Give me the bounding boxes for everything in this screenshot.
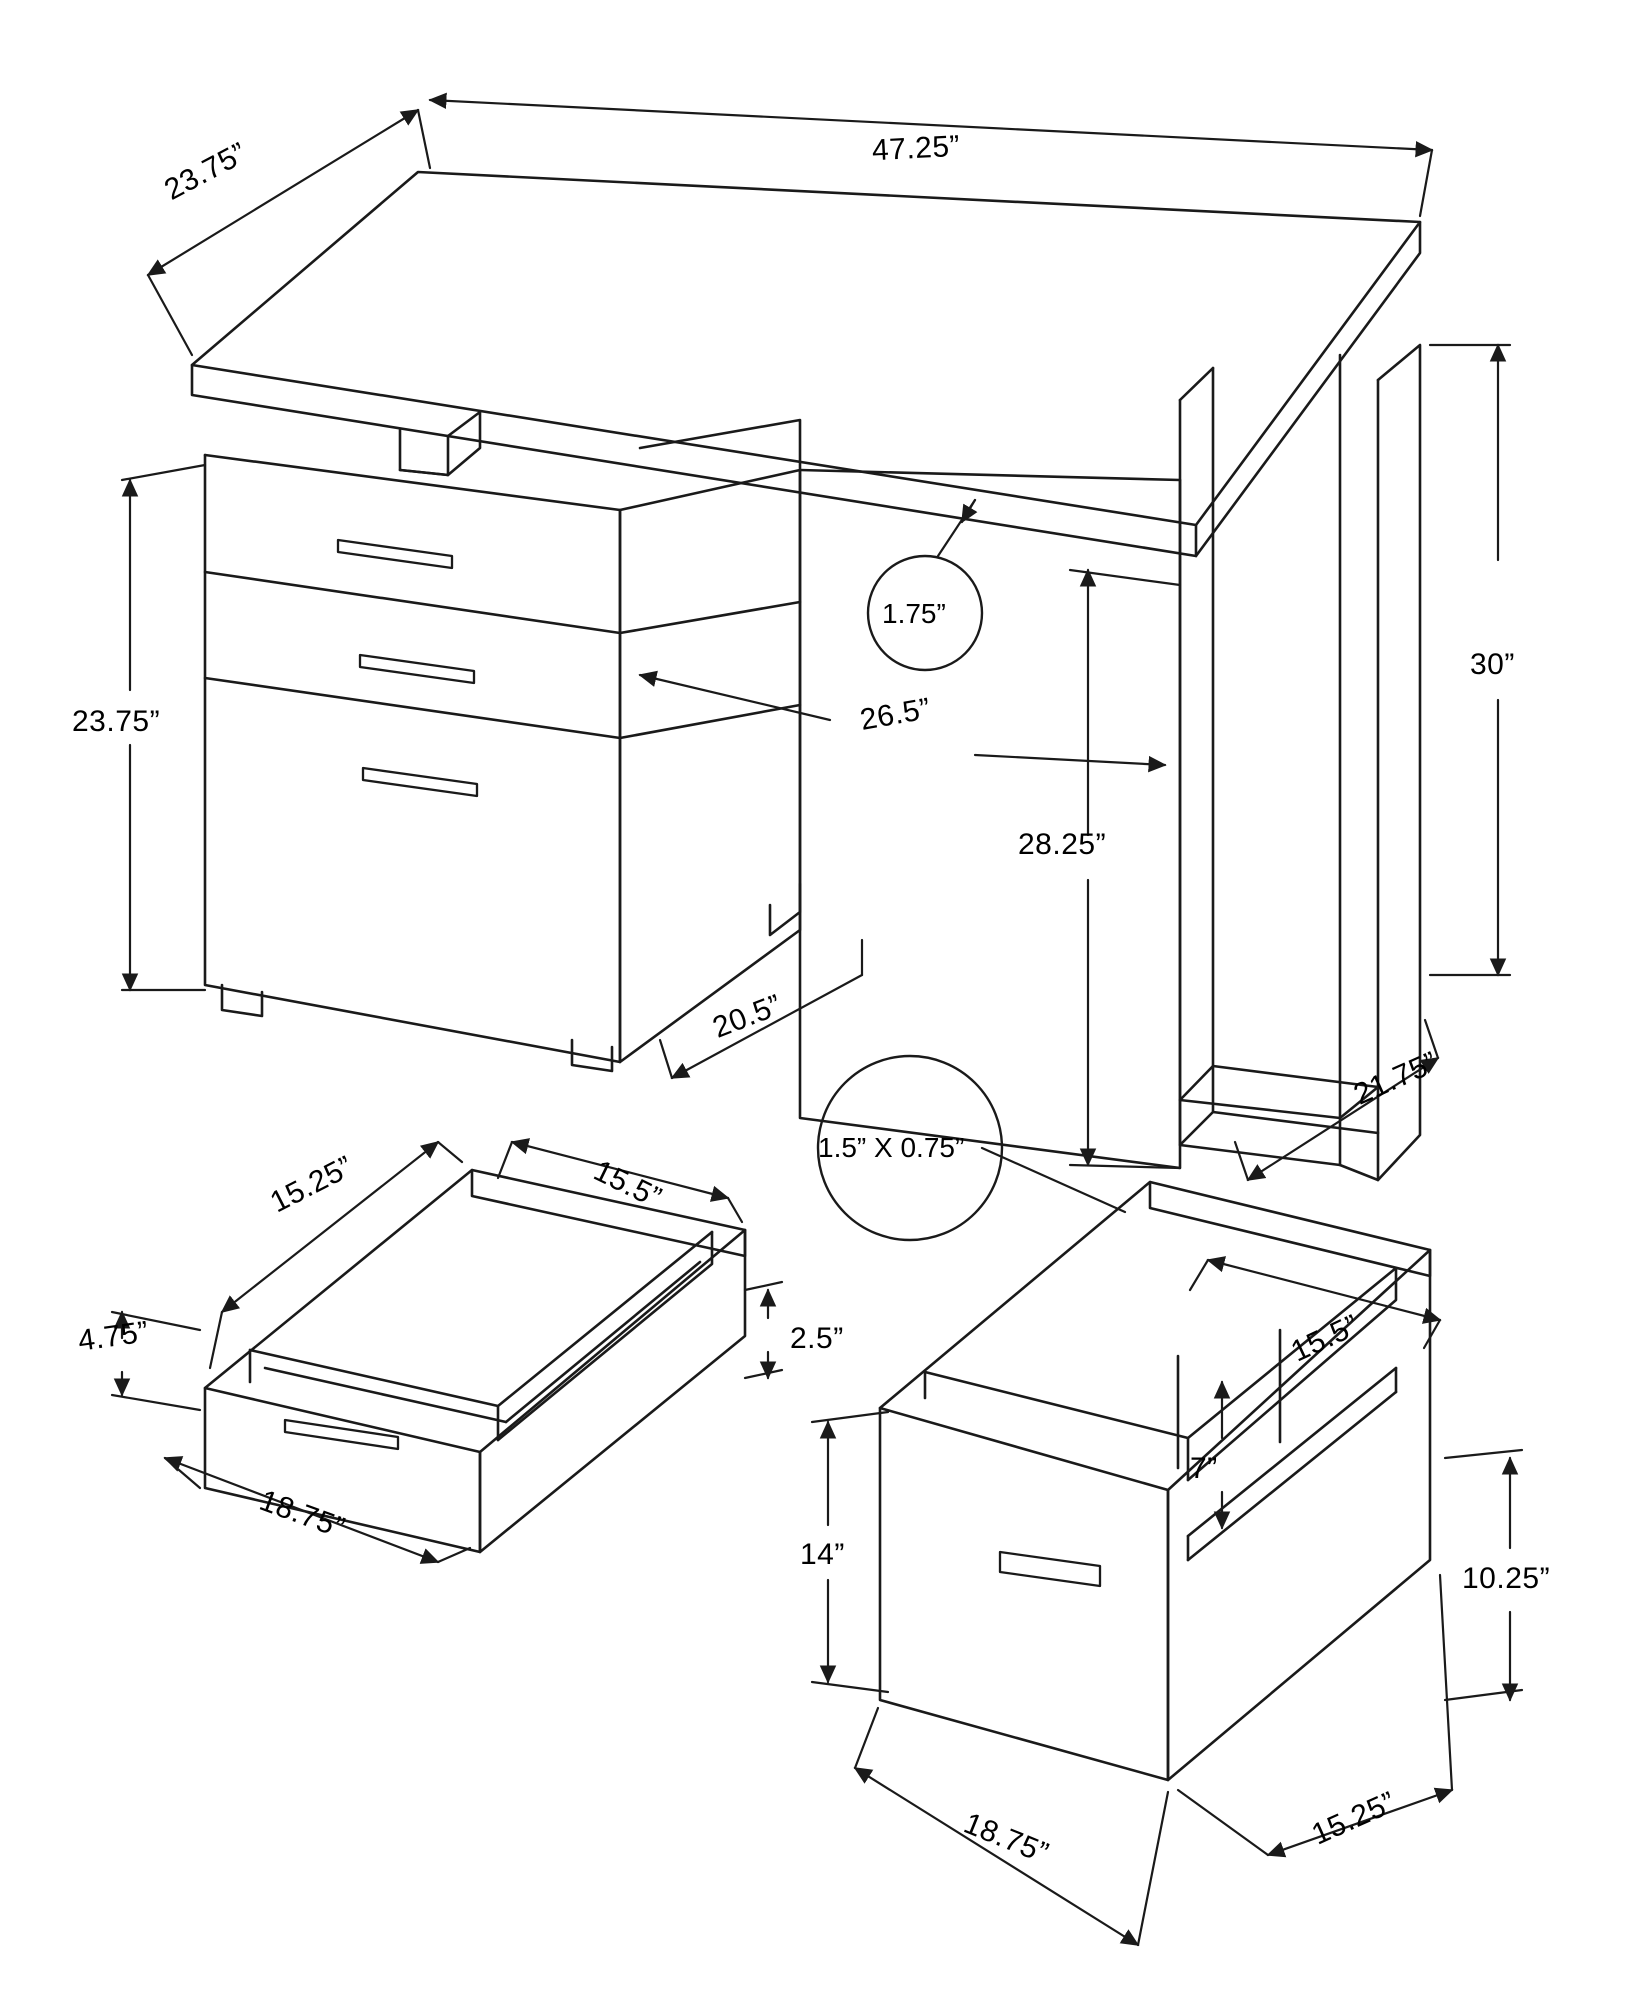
dim-leg-inner-height: 28.25” bbox=[1018, 828, 1107, 861]
dim-desk-width-top: 47.25” bbox=[871, 129, 961, 168]
dim-shallow-drawer-depth: 15.25” bbox=[265, 1149, 359, 1220]
dim-shallow-drawer-front-height: 4.75” bbox=[75, 1315, 151, 1358]
dim-shallow-drawer-inner-width: 15.5” bbox=[588, 1154, 667, 1215]
dim-deep-drawer-width: 18.75” bbox=[959, 1806, 1054, 1871]
dim-cabinet-height: 23.75” bbox=[72, 705, 161, 738]
dim-deep-drawer-inner-width: 15.5” bbox=[1286, 1308, 1365, 1369]
dim-deep-drawer-side-height: 10.25” bbox=[1462, 1562, 1551, 1595]
dim-shallow-drawer-width: 18.75” bbox=[255, 1483, 350, 1546]
dim-cabinet-depth: 20.5” bbox=[708, 988, 787, 1045]
dim-shallow-drawer-side-height: 2.5” bbox=[790, 1322, 844, 1355]
dim-clearance-width: 26.5” bbox=[857, 692, 934, 737]
dim-deep-drawer-front-height: 14” bbox=[800, 1538, 845, 1571]
dim-desk-height: 30” bbox=[1470, 648, 1515, 681]
callout-top-thickness: 1.75” bbox=[882, 598, 946, 629]
dim-deep-drawer-inner-height: 7” bbox=[1190, 1452, 1218, 1485]
callout-handle-profile: 1.5” X 0.75” bbox=[818, 1132, 965, 1163]
dim-leg-depth: 21.75” bbox=[1348, 1045, 1443, 1112]
dim-deep-drawer-depth: 15.25” bbox=[1306, 1785, 1401, 1852]
dim-desk-depth-top: 23.75” bbox=[159, 136, 253, 207]
